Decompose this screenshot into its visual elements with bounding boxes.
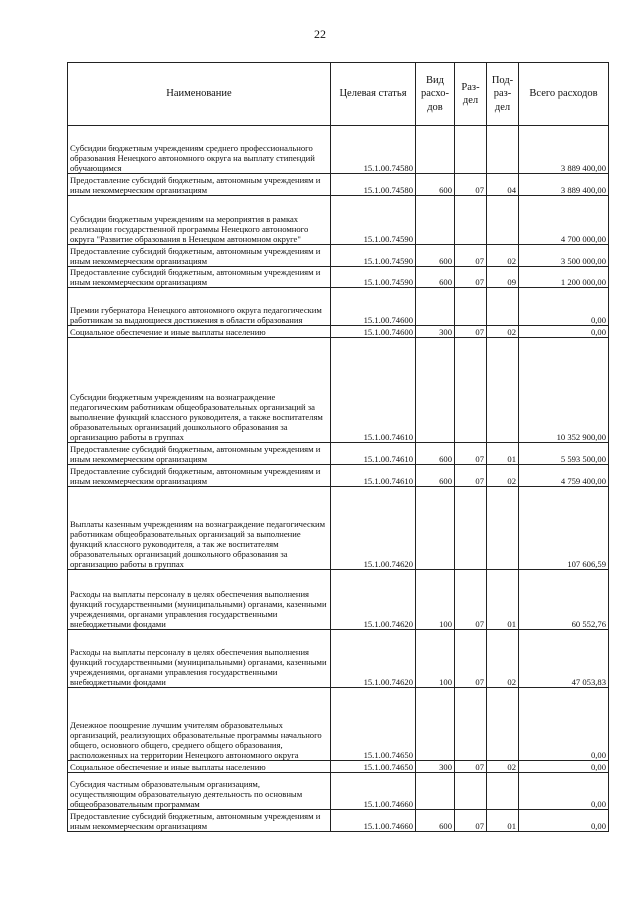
cell-section: 07 — [455, 326, 487, 338]
table-row — [68, 126, 609, 174]
table-row — [68, 630, 609, 688]
cell-subsection — [487, 126, 519, 174]
cell-target-article: 15.1.00.74600 — [331, 326, 416, 338]
cell-target-article: 15.1.00.74580 — [331, 126, 416, 174]
cell-section — [455, 126, 487, 174]
cell-name: Предоставление субсидий бюджетным, автономным учреждениям и иным некоммерческим организациям — [68, 443, 331, 465]
cell-target-article: 15.1.00.74610 — [331, 443, 416, 465]
cell-section: 07 — [455, 443, 487, 465]
table-row — [68, 688, 609, 761]
cell-name: Расходы на выплаты персоналу в целях обеспечения выполнения функций государственными (муниципальными) органами, казенными учреждениями, органами управления государственными внебюджетными фондами — [68, 630, 331, 688]
header-section: Раз-дел — [455, 63, 487, 126]
cell-section: 07 — [455, 245, 487, 267]
table-row — [68, 196, 609, 245]
cell-total: 0,00 — [519, 326, 609, 338]
cell-name: Предоставление субсидий бюджетным, автономным учреждениям и иным некоммерческим организациям — [68, 810, 331, 832]
cell-target-article: 15.1.00.74610 — [331, 338, 416, 443]
cell-total: 0,00 — [519, 773, 609, 810]
cell-section — [455, 338, 487, 443]
cell-total: 3 500 000,00 — [519, 245, 609, 267]
header-total: Всего расходов — [519, 63, 609, 126]
cell-section — [455, 196, 487, 245]
cell-section: 07 — [455, 630, 487, 688]
cell-target-article: 15.1.00.74660 — [331, 773, 416, 810]
cell-section — [455, 288, 487, 326]
cell-subsection: 02 — [487, 630, 519, 688]
cell-subsection — [487, 487, 519, 570]
cell-name: Социальное обеспечение и иные выплаты населению — [68, 326, 331, 338]
cell-expense-type: 600 — [416, 465, 455, 487]
cell-total: 0,00 — [519, 288, 609, 326]
cell-total: 0,00 — [519, 810, 609, 832]
table-row — [68, 245, 609, 267]
cell-name: Субсидия частным образовательным организациям, осуществляющим образовательную деятельность по основным общеобразовательным программам — [68, 773, 331, 810]
cell-expense-type: 600 — [416, 810, 455, 832]
table-row — [68, 810, 609, 832]
cell-total: 60 552,76 — [519, 570, 609, 630]
cell-subsection: 02 — [487, 465, 519, 487]
cell-expense-type: 600 — [416, 267, 455, 288]
cell-section: 07 — [455, 810, 487, 832]
cell-target-article: 15.1.00.74620 — [331, 487, 416, 570]
cell-total: 0,00 — [519, 761, 609, 773]
cell-expense-type — [416, 688, 455, 761]
cell-target-article: 15.1.00.74610 — [331, 465, 416, 487]
header-name: Наименование — [68, 63, 331, 126]
cell-name: Социальное обеспечение и иные выплаты населению — [68, 761, 331, 773]
table-row — [68, 443, 609, 465]
cell-expense-type: 300 — [416, 326, 455, 338]
cell-name: Субсидии бюджетным учреждениям на мероприятия в рамках реализации государственной программы Ненецкого автономного округа "Развитие образования в Ненецком автономном округе" — [68, 196, 331, 245]
table-row — [68, 267, 609, 288]
cell-section: 07 — [455, 761, 487, 773]
cell-total: 4 700 000,00 — [519, 196, 609, 245]
header-expense-type: Вид расхо-дов — [416, 63, 455, 126]
cell-total: 107 606,59 — [519, 487, 609, 570]
cell-total: 3 889 400,00 — [519, 126, 609, 174]
table-row — [68, 570, 609, 630]
cell-section — [455, 487, 487, 570]
cell-name: Выплаты казенным учреждениям на вознаграждение педагогическим работникам общеобразовательных организаций за выполнение функций классного руководителя, а так же воспитателям образовательных организаций дошкольного образования за организацию работы в группах — [68, 487, 331, 570]
cell-target-article: 15.1.00.74650 — [331, 688, 416, 761]
cell-target-article: 15.1.00.74580 — [331, 174, 416, 196]
table-row — [68, 174, 609, 196]
cell-total: 0,00 — [519, 688, 609, 761]
cell-total: 3 889 400,00 — [519, 174, 609, 196]
cell-subsection: 04 — [487, 174, 519, 196]
cell-target-article: 15.1.00.74620 — [331, 570, 416, 630]
cell-section — [455, 773, 487, 810]
table-row — [68, 773, 609, 810]
cell-name: Предоставление субсидий бюджетным, автономным учреждениям и иным некоммерческим организациям — [68, 267, 331, 288]
budget-table — [67, 62, 609, 832]
cell-expense-type — [416, 288, 455, 326]
header-subsection: Под-раз-дел — [487, 63, 519, 126]
table-header-row — [68, 63, 609, 126]
cell-section: 07 — [455, 267, 487, 288]
page-number: 22 — [314, 27, 326, 41]
cell-expense-type — [416, 126, 455, 174]
cell-target-article: 15.1.00.74590 — [331, 196, 416, 245]
table-row — [68, 465, 609, 487]
cell-expense-type — [416, 196, 455, 245]
cell-name: Субсидии бюджетным учреждениям на вознаграждение педагогическим работникам общеобразовательных организаций за выполнение функций классного руководителя, а также воспитателям образовательных организаций дошкольного образования за организацию работы в группах — [68, 338, 331, 443]
cell-name: Предоставление субсидий бюджетным, автономным учреждениям и иным некоммерческим организациям — [68, 245, 331, 267]
cell-target-article: 15.1.00.74660 — [331, 810, 416, 832]
cell-total: 10 352 900,00 — [519, 338, 609, 443]
table-row — [68, 487, 609, 570]
cell-subsection — [487, 338, 519, 443]
cell-total: 4 759 400,00 — [519, 465, 609, 487]
cell-subsection: 02 — [487, 326, 519, 338]
cell-name: Премии губернатора Ненецкого автономного округа педагогическим работникам за выдающиеся достижения в области образования — [68, 288, 331, 326]
table-row — [68, 326, 609, 338]
cell-expense-type — [416, 338, 455, 443]
cell-subsection: 02 — [487, 761, 519, 773]
cell-expense-type: 600 — [416, 443, 455, 465]
cell-target-article: 15.1.00.74650 — [331, 761, 416, 773]
cell-expense-type: 100 — [416, 630, 455, 688]
cell-total: 5 593 500,00 — [519, 443, 609, 465]
table-row — [68, 338, 609, 443]
cell-subsection: 01 — [487, 810, 519, 832]
cell-expense-type — [416, 487, 455, 570]
cell-name: Субсидии бюджетным учреждениям среднего профессионального образования Ненецкого автономного округа на выплату стипендий обучающимся — [68, 126, 331, 174]
cell-subsection — [487, 773, 519, 810]
table-row — [68, 288, 609, 326]
cell-subsection — [487, 196, 519, 245]
cell-subsection — [487, 688, 519, 761]
cell-section — [455, 688, 487, 761]
cell-section: 07 — [455, 570, 487, 630]
cell-expense-type: 100 — [416, 570, 455, 630]
cell-name: Денежное поощрение лучшим учителям образовательных организаций, реализующих образовательные программы начального общего, основного общего, среднего общего образования, расположенных на территории Ненецкого автономного округа — [68, 688, 331, 761]
cell-subsection: 01 — [487, 570, 519, 630]
cell-total: 1 200 000,00 — [519, 267, 609, 288]
cell-target-article: 15.1.00.74620 — [331, 630, 416, 688]
cell-section: 07 — [455, 465, 487, 487]
cell-target-article: 15.1.00.74590 — [331, 267, 416, 288]
cell-name: Предоставление субсидий бюджетным, автономным учреждениям и иным некоммерческим организациям — [68, 174, 331, 196]
header-target-article: Целевая статья — [331, 63, 416, 126]
cell-expense-type: 300 — [416, 761, 455, 773]
cell-subsection — [487, 288, 519, 326]
table-row — [68, 761, 609, 773]
cell-name: Предоставление субсидий бюджетным, автономным учреждениям и иным некоммерческим организациям — [68, 465, 331, 487]
cell-name: Расходы на выплаты персоналу в целях обеспечения выполнения функций государственными (муниципальными) органами, казенными учреждениями, органами управления государственными внебюджетными фондами — [68, 570, 331, 630]
cell-target-article: 15.1.00.74600 — [331, 288, 416, 326]
cell-total: 47 053,83 — [519, 630, 609, 688]
cell-expense-type: 600 — [416, 245, 455, 267]
cell-expense-type: 600 — [416, 174, 455, 196]
cell-target-article: 15.1.00.74590 — [331, 245, 416, 267]
cell-subsection: 02 — [487, 245, 519, 267]
cell-subsection: 09 — [487, 267, 519, 288]
cell-subsection: 01 — [487, 443, 519, 465]
cell-expense-type — [416, 773, 455, 810]
cell-section: 07 — [455, 174, 487, 196]
